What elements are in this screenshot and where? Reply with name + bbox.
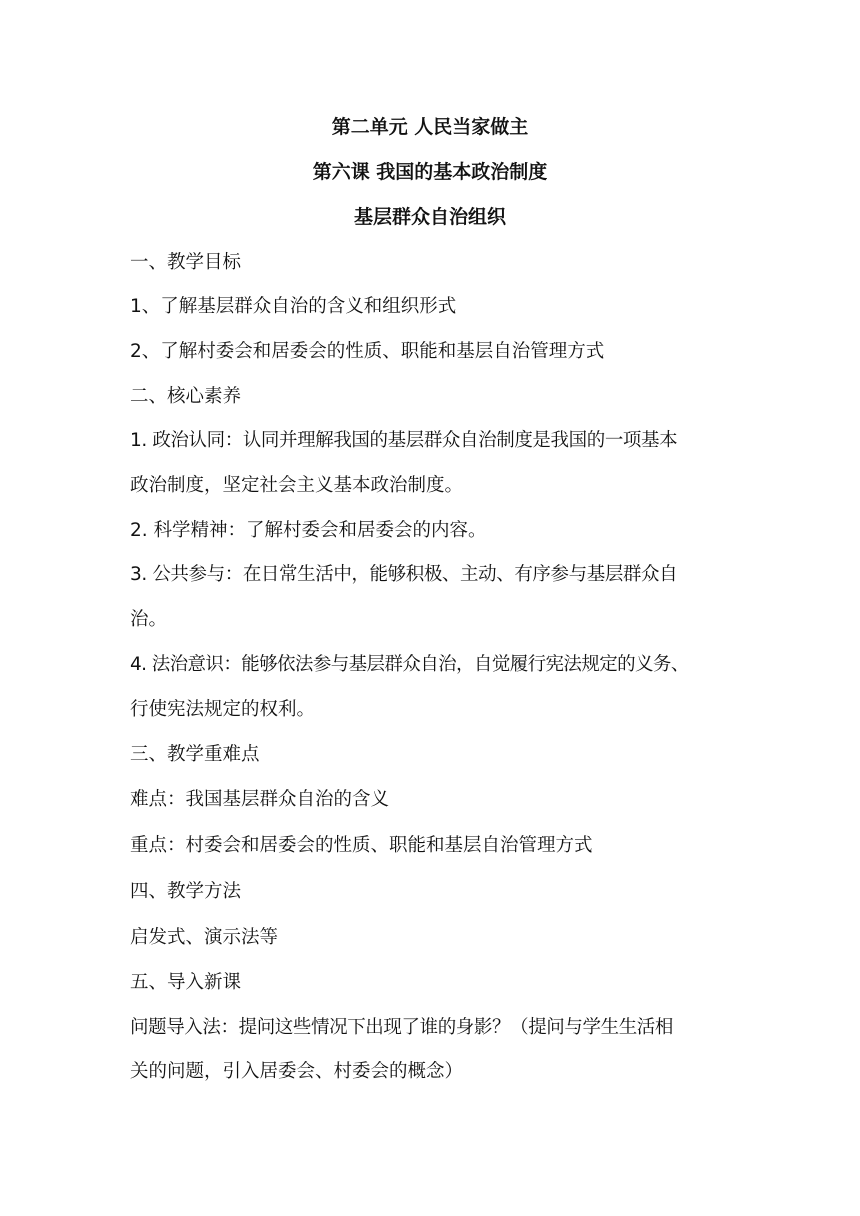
section-heading-core-literacy: 二、核心素养 <box>130 386 242 407</box>
section-heading-objectives: 一、教学目标 <box>130 252 242 273</box>
literacy-item-continued: 行使宪法规定的权利。 <box>130 699 316 720</box>
unit-title: 第二单元 人民当家做主 <box>331 116 529 138</box>
key-point-item: 重点：村委会和居委会的性质、职能和基层自治管理方式 <box>130 835 593 856</box>
methods-item: 启发式、演示法等 <box>130 927 279 948</box>
lesson-title: 第六课 我国的基本政治制度 <box>312 161 548 183</box>
literacy-item: 4. 法治意识：能够依法参与基层群众自治，自觉履行宪法规定的义务、 <box>130 654 689 675</box>
section-heading-methods: 四、教学方法 <box>130 881 242 902</box>
literacy-item: 3. 公共参与：在日常生活中，能够积极、主动、有序参与基层群众自 <box>130 564 678 585</box>
literacy-item: 2. 科学精神：了解村委会和居委会的内容。 <box>130 520 487 541</box>
difficulty-item: 难点：我国基层群众自治的含义 <box>130 789 390 810</box>
introduction-item: 问题导入法：提问这些情况下出现了谁的身影？（提问与学生生活相 <box>130 1017 674 1038</box>
objective-item: 2、了解村委会和居委会的性质、职能和基层自治管理方式 <box>130 341 605 362</box>
literacy-item-continued: 政治制度，坚定社会主义基本政治制度。 <box>130 475 464 496</box>
introduction-item-continued: 关的问题，引入居委会、村委会的概念） <box>130 1061 464 1082</box>
section-heading-key-points: 三、教学重难点 <box>130 744 260 765</box>
literacy-item: 1. 政治认同：认同并理解我国的基层群众自治制度是我国的一项基本 <box>130 430 678 451</box>
topic-title: 基层群众自治组织 <box>353 206 506 228</box>
literacy-item-continued: 治。 <box>130 609 168 630</box>
section-heading-introduction: 五、导入新课 <box>130 972 242 993</box>
objective-item: 1、了解基层群众自治的含义和组织形式 <box>130 296 457 317</box>
